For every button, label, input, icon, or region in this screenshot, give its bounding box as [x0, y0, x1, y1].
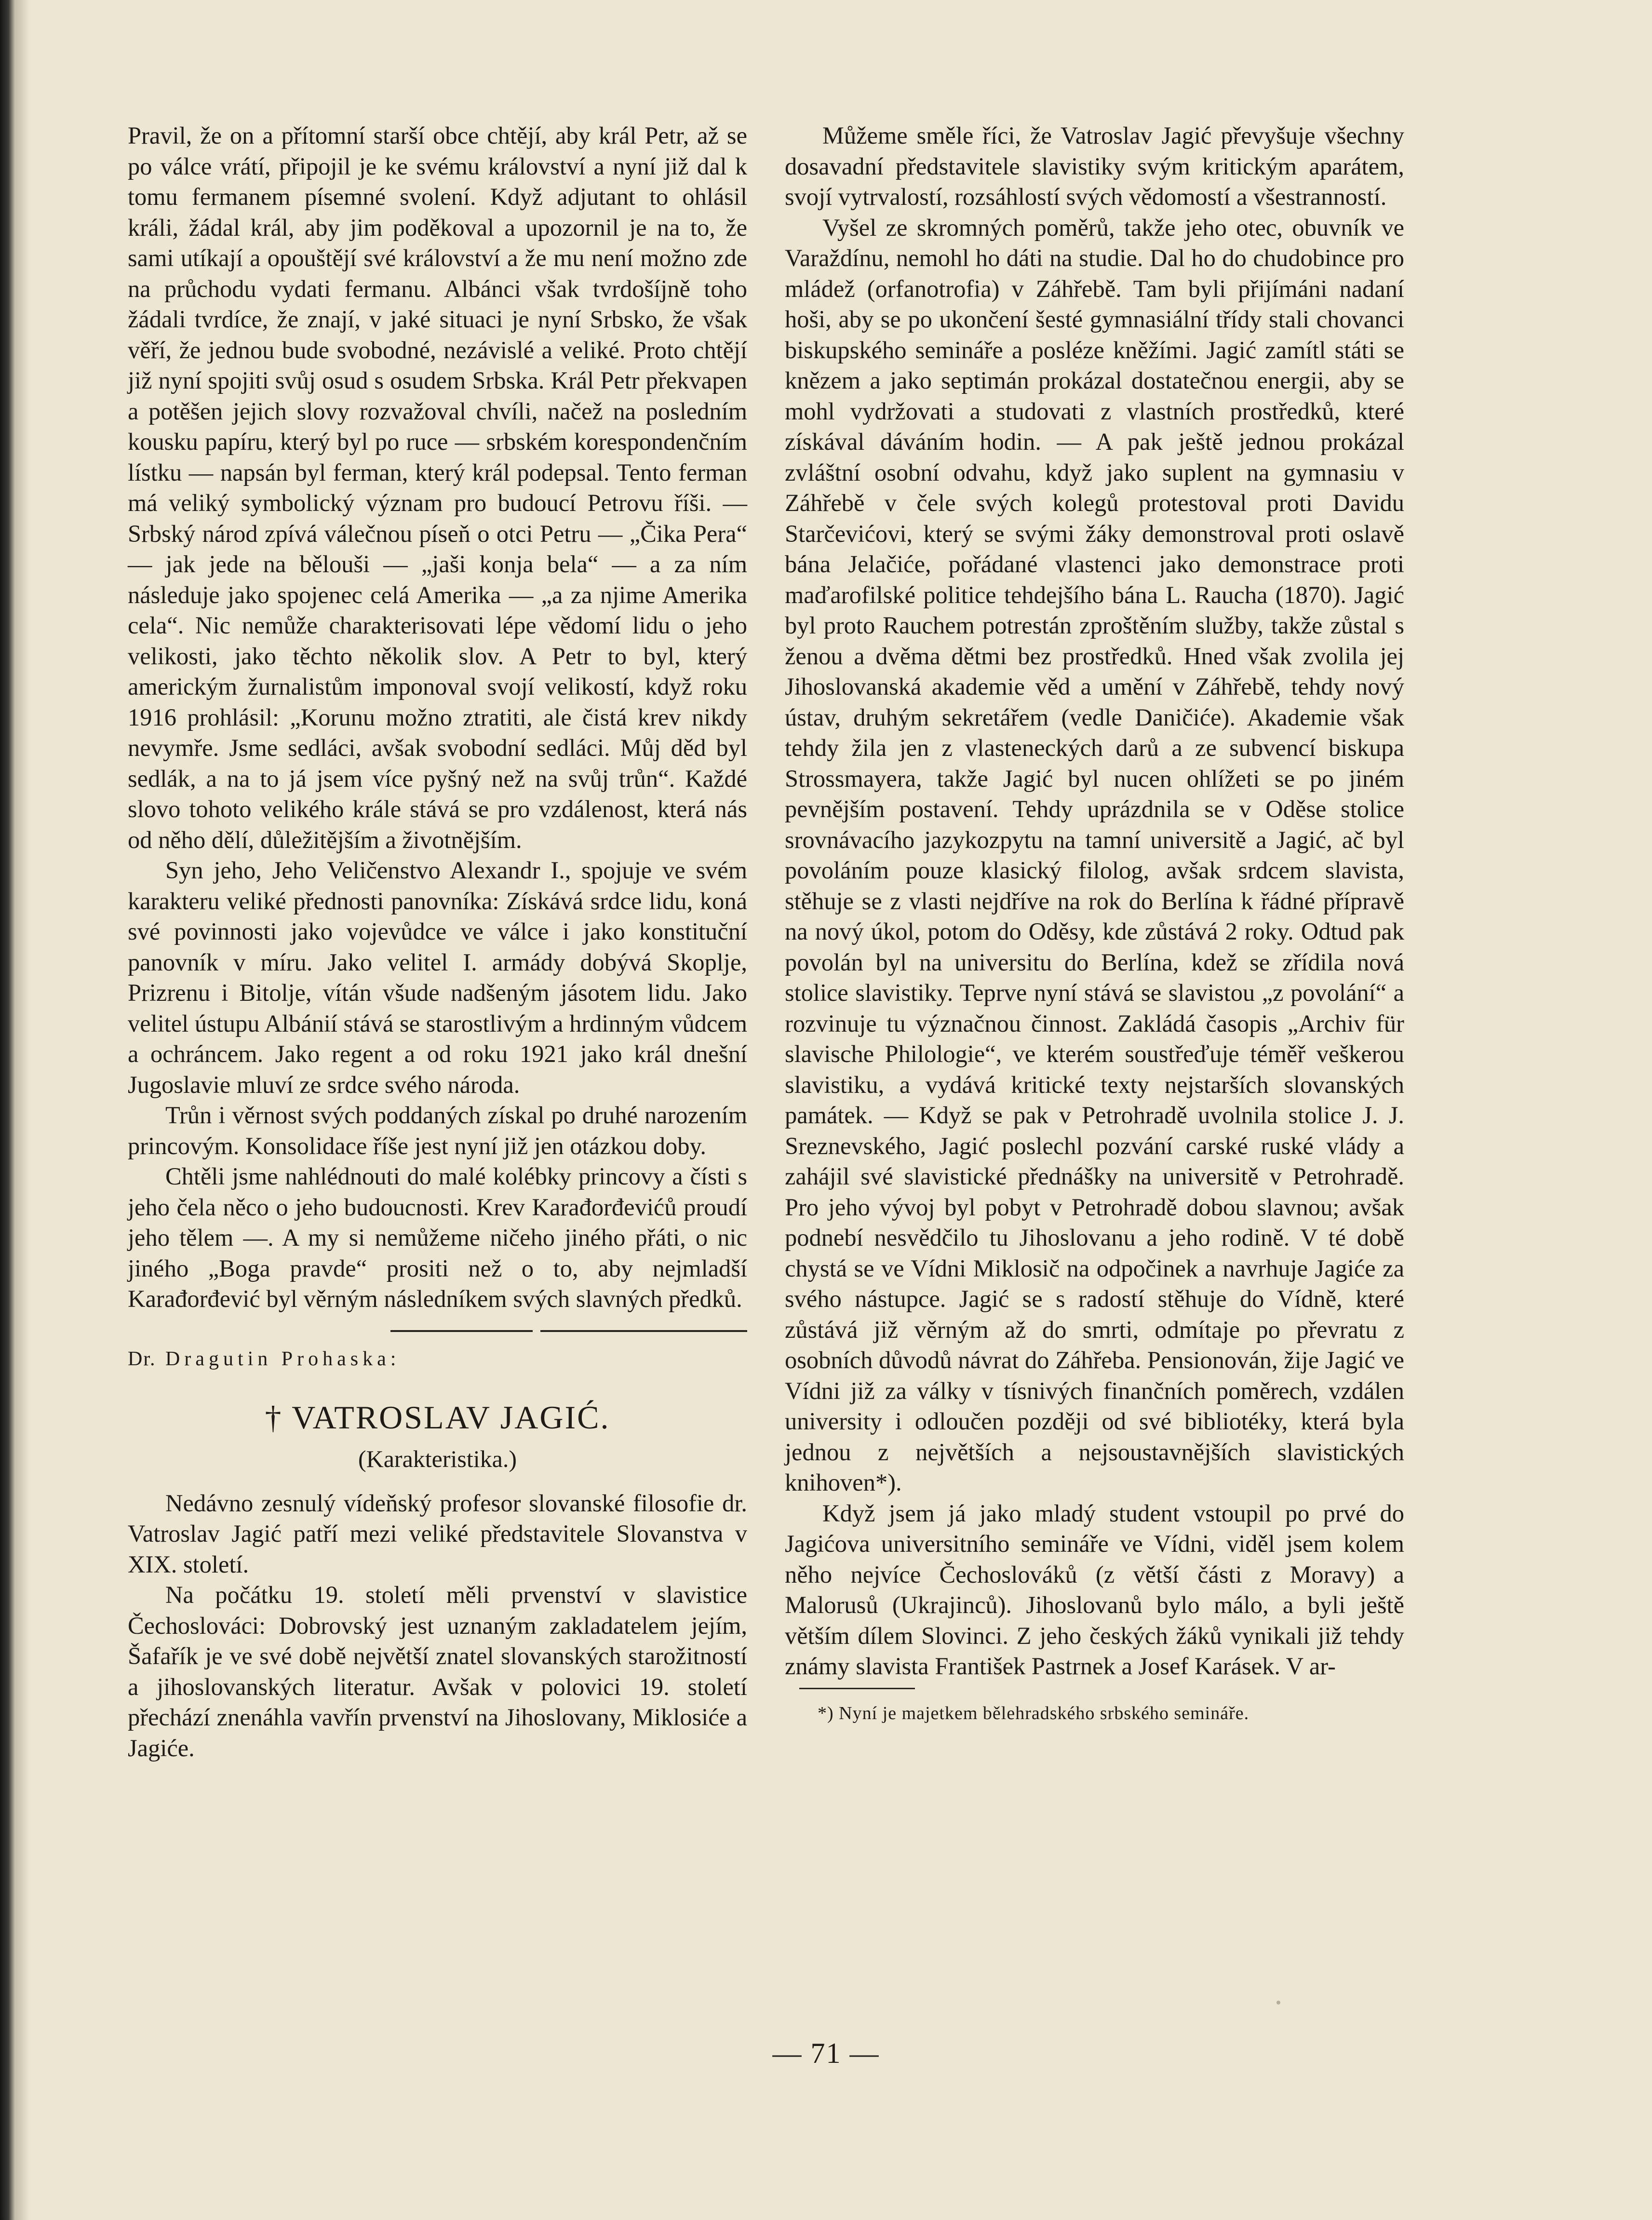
article-subtitle: (Karakteristika.) — [358, 1445, 517, 1472]
author-prefix: Dr. — [128, 1347, 156, 1370]
separator-line — [390, 1330, 533, 1332]
paragraph: Trůn i věrnost svých poddaných získal po druhé narozením princovým. Konsolidace říše jest nyní již jen otázkou doby. — [128, 1102, 747, 1159]
article-title: † VATROSLAV JAGIĆ. — [265, 1399, 610, 1436]
paragraph: Chtěli jsme nahlédnouti do malé kolébky princovy a čísti s jeho čela něco o jeho budoucnosti. Krev Karađorđevićů proudí jeho tělem —. A my si nemůžeme ničeho jiného přáti, o nic jiného „Boga pravde“ prositi než o to, aby nejmladší Karađorđević byl věrným následníkem svých slavných předků. — [128, 1163, 747, 1312]
paragraph: Když jsem já jako mladý student vstoupil po prvé do Jagićova universitního semináře ve Vídni, viděl jsem kolem něho nejvíce Čechoslováků (z větší části z Moravy) a Malorusů (Ukrajinců). Jihoslovanů bylo málo, a byli ještě větším dílem Slovinci. Z jeho českých žáků vynikali již tehdy známy slavista František Pastrnek a Josef Karásek. V ar- — [785, 1499, 1404, 1680]
article-author — [128, 1345, 747, 1372]
paragraph: Na počátku 19. století měli prvenství v slavistice Čechoslováci: Dobrovský jest uznaným zakladatelem jejím, Šafařík je ve své době největší znatel slovanských starožitností a jihoslovanských literatur. Avšak v polovici 19. století přechází znenáhla vavřín prvenství na Jihoslovany, Miklosiće a Jagiće. — [128, 1581, 747, 1762]
footnote: *) Nyní je majetkem bělehradského srbského semináře. — [818, 1703, 1249, 1723]
spine-shadow — [15, 0, 30, 2220]
paragraph: Pravil, že on a přítomní starší obce chtějí, aby král Petr, až se po válce vrátí, připojil je ke svému království a nyní již dal k tomu fermanem písemné svolení. Když adjutant to ohlásil králi, žádal král, aby jim poděkoval a upozornil je na to, že sami utíkají a opouštějí své království a že mu není možno zde na průchodu vydati fermanu. Albánci však tvrdošíjně toho žádali tvrdíce, že znají, v jaké situaci je nyní Srbsko, že však věří, že jednou bude svobodné, nezávislé a veliké. Proto chtějí již nyní spojiti svůj osud s osudem Srbska. Král Petr překvapen a potěšen jejich slovy rozvažoval chvíli, načež na posledním kousku papíru, který byl po ruce — srbském korespondenčním lístku — napsán byl ferman, který král podepsal. Tento ferman má veliký symbolický význam pro budoucí Petrovu říši. — Srbský národ zpívá válečnou píseň o otci Petru — „Čika Pera“ — jak jede na bělouši — „jaši konja bela“ — a za ním následuje jako spojenec celá Amerika — „a za njime Amerika cela“. Nic nemůže charakterisovati lépe vědomí lidu o jeho velikosti, jako těchto několik slov. A Petr to byl, který americkým žurnalistům imponoval svojí velikostí, když roku 1916 prohlásil: „Korunu možno ztratiti, ale čistá krev nikdy nevymře. Jsme sedláci, avšak svobodní sedláci. Můj děd byl sedlák, a na to já jsem více pyšný než na svůj trůn“. Každé slovo tohoto velikého krále stává se pro vzdálenost, která nás od něho dělí, důležitějším a životnějším. — [128, 122, 747, 853]
paragraph: Vyšel ze skromných poměrů, takže jeho otec, obuvník ve Varaždínu, nemohl ho dáti na studie. Dal ho do chudobince pro mládež (orfanotrofia) v Záhřebě. Tam byli přijímáni nadaní hoši, aby se po ukončení šesté gymnasiální třídy stali chovanci biskupského semináře a posléze kněžími. Jagić zamítl státi se knězem a jako septimán prokázal dostatečnou energii, aby se mohl vydržovati a studovati z vlastních prostředků, které získával dáváním hodin. — A pak ještě jednou prokázal zvláštní osobní odvahu, když jako suplent na gymnasiu v Záhřebě v čele svých kolegů protestoval proti Davidu Starčevićovi, který se svými žáky demonstroval proti oslavě bána Jelačiće, pořádané vlastenci jako demonstrace proti maďarofilské politice tehdejšího bána L. Raucha (1870). Jagić byl proto Rauchem potrestán zproštěním služby, takže zůstal s ženou a dvěma dětmi bez prostředků. Hned však zvolila jej Jihoslovanská akademie věd a umění v Záhřebě, tehdy nový ústav, druhým sekretářem (vedle Daničiće). Akademie však tehdy žila jen z vlasteneckých darů a ze subvencí biskupa Strossmayera, takže Jagić byl nucen ohlížeti se po jiném pevnějším postavení. Tehdy uprázdnila se v Oděse stolice srovnávacího jazykozpytu na tamní universitě a Jagić, ač byl povoláním pouze klasický filolog, avšak srdcem slavista, stěhuje se z vlasti nejdříve na rok do Berlína k řádné přípravě na nový úkol, potom do Oděsy, kde zůstává 2 roky. Odtud pak povolán byl na universitu do Berlína, kdež se zřídila nová stolice slavistiky. Teprve nyní stává se slavistou „z povolání“ a rozvinuje tu význačnou činnost. Zakládá časopis „Archiv für slavische Philologie“, ve kterém soustřeďuje téměř veškerou slavistiku, a vydává kritické texty nejstarších slovanských památek. — Když se pak v Petrohradě uvolnila stolice J. J. Sreznevského, Jagić poslechl pozvání carské ruské vlády a zahájil své slavistické přednášky na universitě v Petrohradě. Pro jeho vývoj byl pobyt v Petrohradě dobou slavnou; avšak podnebí nesvědčilo tu Jihoslovanu a jeho rodině. V té době chystá se ve Vídni Miklosič na odpočinek a navrhuje Jagiće za svého nástupce. Jagić se s radostí stěhuje do Vídně, které zůstává již věrným až do smrti, odmítaje po převratu z osobních důvodů návrat do Záhřeba. Pensionován, žije Jagić ve Vídni již za války v tísnivých finančních poměrech, vzdálen university i odloučen později od své bibliotéky, která byla jednou z největších a nejsoustavnějších slavistických knihoven*). — [785, 214, 1404, 1496]
footnote-rule — [799, 1688, 915, 1689]
separator-line — [540, 1330, 747, 1332]
left-column — [128, 121, 747, 1763]
section-separator — [128, 1323, 747, 1343]
right-column — [785, 121, 1404, 1725]
paragraph: Syn jeho, Jeho Veličenstvo Alexandr I., spojuje ve svém karakteru veliké přednosti panovníka: Získává srdce lidu, koná své povinnosti jako vojevůdce ve válce i jako konstituční panovník v míru. Jako velitel I. armády dobývá Skoplje, Prizrenu i Bitolje, vítán všude nadšeným jásotem lidu. Jako velitel ústupu Albánií stává se starostlivým a hrdinným vůdcem a ochráncem. Jako regent a od roku 1921 jako král dnešní Jugoslavie mluví ze srdce svého národa. — [128, 857, 747, 1098]
page-number: — 71 — — [772, 2037, 880, 2069]
paragraph: Nedávno zesnulý vídeňský profesor slovanské filosofie dr. Vatroslav Jagić patří mezi veliké představitele Slovanstva v XIX. století. — [128, 1489, 747, 1578]
book-spine — [0, 0, 15, 2220]
paper-speck — [1276, 2001, 1280, 2005]
author-name: Dragutin Prohaska: — [165, 1347, 401, 1370]
paragraph: Můžeme směle říci, že Vatroslav Jagić převyšuje všechny dosavadní představitele slavistiky svým kritickým aparátem, svojí vytrvalostí, rozsáhlostí svých vědomostí a všestranností. — [785, 122, 1404, 210]
